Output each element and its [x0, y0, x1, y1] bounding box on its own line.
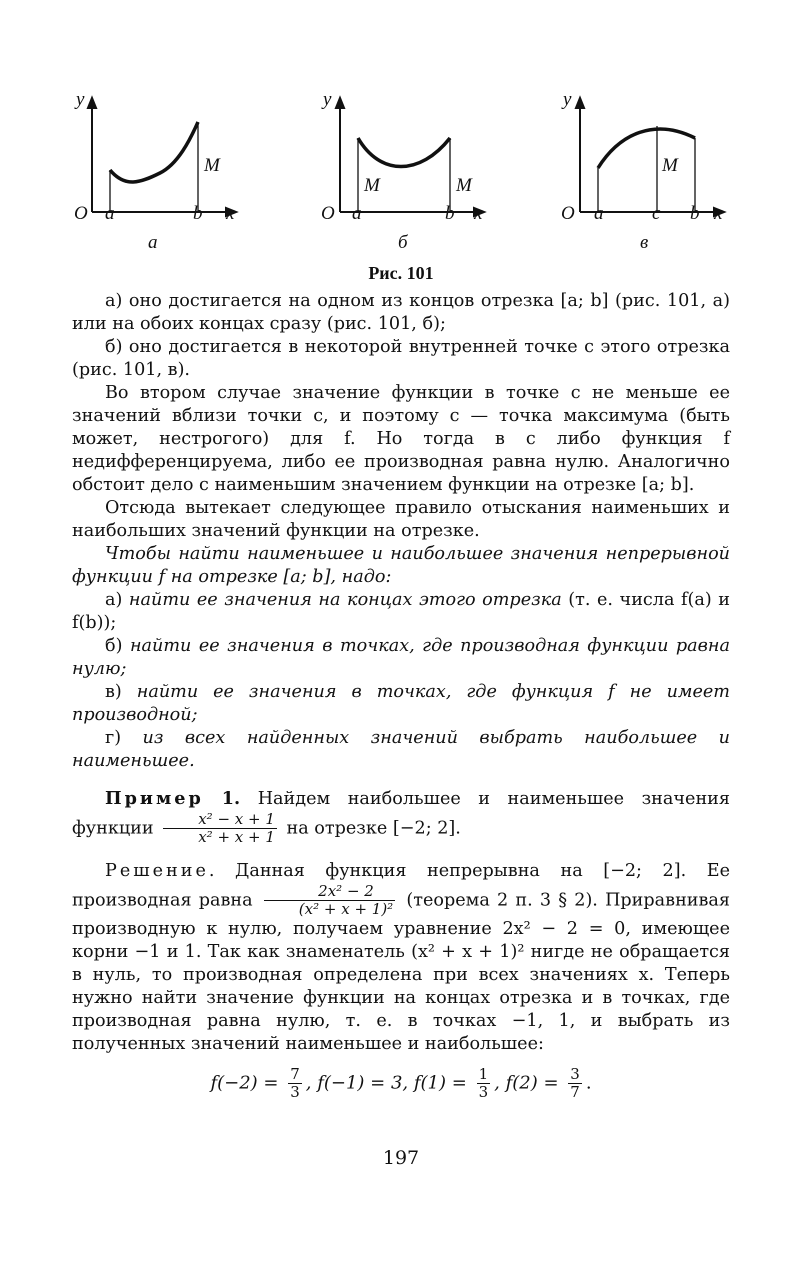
label-c: c	[652, 203, 661, 224]
paragraph: б) оно достигается в некоторой внутренней точке c этого отрезка (рис. 101, в).	[72, 337, 730, 380]
label-a: a	[594, 203, 604, 224]
example-text: Найдем наибольшее и наименьшее значения функции	[72, 789, 730, 839]
label-m: M	[364, 175, 380, 196]
label-a: a	[105, 203, 115, 224]
fraction-denominator: 3	[478, 1083, 489, 1101]
rule-intro: Чтобы найти наименьшее и наибольшее значения непрерывной функции f на отрезке [a; b], надо:	[72, 544, 730, 587]
fraction-numerator: 7	[290, 1065, 300, 1083]
formula-end: .	[585, 1072, 592, 1094]
curve	[358, 138, 450, 167]
step-marker: б)	[105, 636, 130, 656]
figure-caption: Рис. 101	[368, 263, 434, 283]
rule-step-b	[72, 635, 730, 681]
label-x: x	[714, 203, 723, 224]
fraction-numerator: 3	[570, 1065, 580, 1083]
page-number: 197	[382, 1147, 420, 1169]
solution-text: (теорема 2 п. 3 § 2). Приравнивая производную к нулю, получаем уравнение 2x² − 2 = 0, имеющее корни −1 и 1. Так как знаменатель (x² + x + 1)² нигде не обращается в нуль, то производная определена при всех значениях x. Теперь нужно найти значение функции на концах отрезка и в точках, где производная равна нулю, т. е. в точках −1, 1, и выбрать из полученных значений наименьшее и наибольшее:	[72, 890, 731, 1054]
fraction-numerator: 2x² − 2	[264, 883, 395, 901]
example-text: на отрезке [−2; 2].	[286, 818, 461, 839]
subfig-label: б	[398, 232, 408, 253]
formula-part: , f(−1) = 3, f(1) =	[305, 1072, 467, 1094]
fraction-denominator: x² + x + 1	[198, 828, 275, 846]
solution-label: Решение	[105, 861, 209, 881]
figure-graphs	[0, 88, 802, 288]
step-tail: (т. е. числа f(a) и f(b));	[72, 590, 730, 633]
fraction-denominator: 7	[570, 1083, 580, 1101]
label-b: b	[690, 203, 700, 224]
fraction	[477, 1066, 491, 1101]
label-o: O	[74, 203, 88, 224]
paragraph: Во втором случае значение функции в точке c не меньше ее значений вблизи точки c, и поэтому c — точка максимума (быть может, нестрогого) для f. Но тогда в c либо функция f недифференцируема, либо ее производная равна нулю. Аналогично обстоит дело с наименьшим значением функции на отрезке [a; b].	[72, 383, 730, 495]
subfig-label: в	[640, 232, 649, 253]
label-a: a	[352, 203, 362, 224]
body-text	[72, 290, 730, 1101]
example-label: Пример	[105, 788, 204, 809]
step-text: найти ее значения в точках, где производная функции равна нулю;	[72, 636, 730, 679]
label-m: M	[662, 155, 678, 176]
curve	[110, 122, 198, 182]
function-fraction	[163, 811, 277, 846]
fraction-denominator: (x² + x + 1)²	[298, 900, 394, 918]
figure-101	[0, 88, 802, 288]
label-m: M	[456, 175, 472, 196]
curve	[598, 129, 695, 168]
label-o: O	[561, 203, 575, 224]
step-text: из всех найденных значений выбрать наибольшее и наименьшее.	[72, 728, 730, 771]
fraction	[568, 1066, 582, 1101]
rule-step-a	[72, 589, 730, 635]
label-b: b	[193, 203, 203, 224]
step-marker: г)	[105, 728, 143, 748]
subfig-label: а	[148, 232, 158, 253]
example-paragraph	[72, 787, 730, 846]
fraction-denominator: 3	[290, 1083, 300, 1101]
label-y: y	[323, 89, 332, 110]
rule-step-d	[72, 727, 730, 773]
example-number: 1.	[203, 788, 241, 809]
paragraph: а) оно достигается на одном из концов отрезка [a; b] (рис. 101, а) или на обоих концах сразу (рис. 101, б);	[72, 291, 730, 334]
step-marker: а)	[105, 590, 129, 610]
label-b: b	[445, 203, 455, 224]
fraction	[288, 1066, 302, 1101]
fraction-numerator: 1	[478, 1065, 489, 1083]
formula-part: f(−2) =	[210, 1072, 279, 1094]
paragraph: Отсюда вытекает следующее правило отыскания наименьших и наибольших значений функции на отрезке.	[72, 498, 730, 541]
rule-step-c	[72, 681, 730, 727]
label-o: O	[321, 203, 335, 224]
fraction-numerator: x² − x + 1	[163, 811, 277, 829]
label-y: y	[563, 89, 572, 110]
label-x: x	[226, 203, 235, 224]
label-m: M	[204, 155, 220, 176]
formula-part: , f(2) =	[494, 1072, 559, 1094]
values-formula	[72, 1066, 730, 1101]
label-y: y	[76, 89, 85, 110]
step-text: найти ее значения на концах этого отрезка	[128, 590, 562, 610]
graph-c	[580, 98, 724, 212]
step-text: найти ее значения в точках, где функция f не имеет производной;	[72, 682, 730, 725]
step-marker: в)	[105, 682, 137, 702]
derivative-fraction	[264, 883, 395, 918]
solution-text: . Данная функция непрерывна на [−2; 2]. Ее производная равна	[72, 861, 730, 911]
solution-paragraph	[72, 860, 730, 1056]
label-x: x	[474, 203, 483, 224]
